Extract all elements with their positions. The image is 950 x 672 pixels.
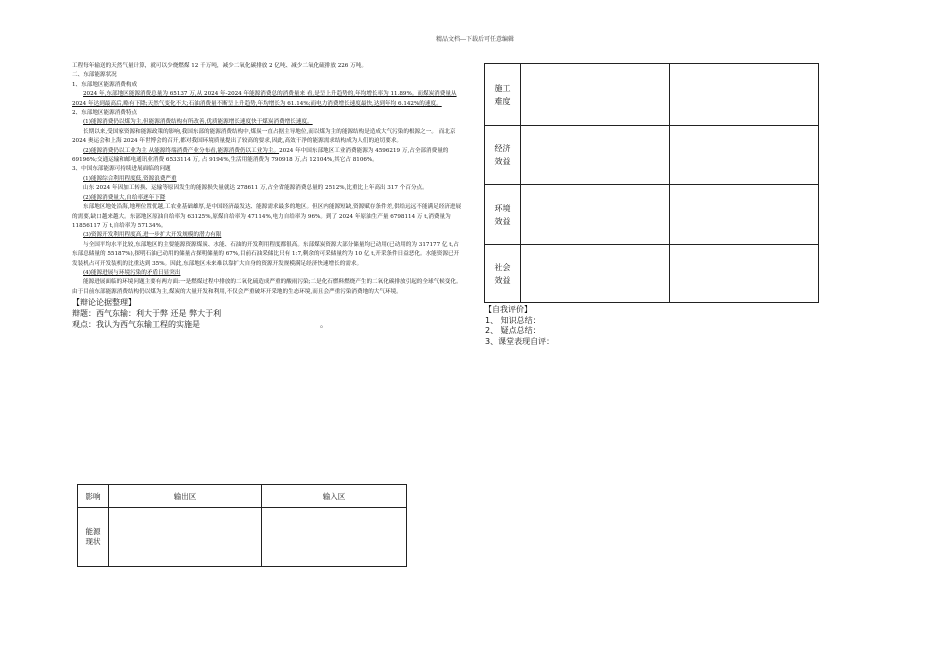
input-region-cell[interactable] [262,508,407,567]
self-evaluation [484,305,554,347]
economic-cell-output[interactable] [521,126,670,185]
article-paragraph: (2)能源消费量大,自给率逐年下降 [83,194,166,201]
viewpoint-end: 。 [320,320,328,330]
article-paragraph [72,147,464,166]
social-cell-input[interactable] [670,245,819,303]
environment-cell-output[interactable] [521,185,670,245]
energy-status-label-line2: 现状 [85,537,101,546]
debate-topic: 辩题：西气东输：利大于弊 还是 弊大于利 [72,309,222,319]
social-benefit-label: 社会 效益 [485,245,521,303]
environment-benefit-label: 环境 效益 [485,185,521,245]
benefit-row-social [485,245,819,303]
knowledge-summary: 1、 知识总结： [485,315,541,325]
benefit-row-environment [485,185,819,245]
benefit-row-construction [485,64,819,126]
input-region-header: 输入区 [262,485,407,508]
article-paragraphs [72,62,464,297]
article-paragraph: 二、东部能源状况 [72,72,117,79]
social-cell-output[interactable] [521,245,670,303]
article-paragraph: 3、中国东部能源可持续进展面临的问题 [72,166,171,173]
construction-cell-output[interactable] [521,64,670,126]
output-region-cell[interactable] [109,508,262,567]
article-paragraph: 东部地区地处沿海,地理位置优越,工农业基础雄厚,是中国经济最发达、能源需求最多的地区。但区内能源短缺,资源赋存条件差,供给远远不能满足经济进展的需要,缺口越来越大。东部地区原油自给率为 63125%,原煤自给率为 47114%,电力自给率为 96%。到了 2024 年原油生产量 6798114 万 t,消费量为 11856117 万 t,自给率为 57134%。 [72,204,462,229]
benefit-table [484,63,819,303]
article-paragraph: 能源进展面临的环境问题主要有两方面:一是燃煤过程中排放的二氧化硫造成严重的酸雨污染;二是化石燃料燃烧产生的二氧化碳排放引起的全球气候变化。由于目前东部能源消费结构仍以煤为主,煤炭的大量开发和利用,不仅会严重破坏开采地的生态环境,而且会严重污染消费地的大气环境。 [72,279,462,295]
article-paragraph: 山东 2024 年因加工转换、运输等原因发生的能源损失量就达 278611 万,占全省能源消费总量的 2512%,比重比上年高出 317 个百分点。 [83,185,428,192]
impact-table [77,484,407,567]
economic-cell-input[interactable] [670,126,819,185]
paragraph-underlined-lead: (2)能源消费仍以工业为主 从能源终端消费产业分布看,能源消费仍以工业为主。 [83,147,280,154]
article-body [72,62,464,330]
energy-status-label [78,508,109,567]
header-note: 精品文档---下载后可任意编辑 [435,36,515,43]
environment-cell-input[interactable] [670,185,819,245]
article-paragraph: (1)能源消费仍以煤为主,但能源消费结构有所改善,优质能源增长速度快于煤炭消费增长速度。 [83,119,313,126]
article-paragraph: 1、东部地区能源消费构成 [72,81,138,88]
paragraph-rest: 2024 年中国东部地区工业消费能源为 4596219 万,占全部消费量的 69196%;交通运输和邮电通讯业消费 6533114 万, 占 9194%,生活用能消费为 790918 万,占 12104%,其它占 8106%。 [72,147,449,164]
article-paragraph: 2024 年,东部地区能源消费总量为 65137 万,从 2024 年-2024 年能源消费总的消费量来 看,是呈上升趋势的,年均增长率为 11.89%。而煤炭消费量从 2024 年达到最高后,略有下降;天然气变化不大;石油消费量不断呈上升趋势,年均增长为 61.14%;而电力消费增长速度最快,达到年均 6.142%的速度。 [72,91,457,107]
debate-heading: 【辩论论据整理】 [72,298,136,308]
article-paragraph: (1)能源综合利用程度低,资源浪费严重 [83,175,177,182]
class-performance: 3、课堂表现自评： [485,336,555,346]
impact-table-row [78,508,407,567]
debate-viewpoint [72,319,464,330]
article-paragraph: 长期以来,受国家资源和能源政策的影响,我国东部的能源消费结构中,煤炭一直占据主导地位,而以煤为主的能源结构是造成大气污染的根源之一。 而北京 2024 奥运会和上海 2024 年世博会的召开,都对我国环境质量提出了较高的要求,因此,高效干净的能源需求结构成为人们的迫切要求。 [72,128,456,145]
self-eval-heading: 【自我评价】 [484,305,532,314]
article-paragraph: 工程每年输送的天然气量计算，就可以少烧燃煤 12 千万吨，减少二氧化碳排放 2 亿吨、减少二氧化硫排放 226 万吨。 [72,63,367,69]
doubt-summary: 2、 疑点总结： [485,326,541,335]
article-paragraph: (3)资源开发利用程度高,进一步扩大开发规模的潜力有限 [83,232,222,239]
viewpoint-text: 观点：我认为西气东输工程的实施是 [72,320,200,330]
construction-difficulty-label: 施工 难度 [485,64,521,126]
impact-table-header [78,485,407,508]
economic-benefit-label: 经济 效益 [485,126,521,185]
article-paragraph: (4)能源进展与环境污染的矛盾日显突出 [83,269,181,276]
article-paragraph: 2、东部地区能源消费特点 [72,110,138,117]
impact-col-header: 影响 [78,485,109,508]
output-region-header: 输出区 [109,485,262,508]
benefit-row-economic [485,126,819,185]
article-paragraph: 与全国平均水平比较,东部地区的主要能源资源煤炭、水能、石油的开发利用程度都很高。东部煤炭资源大部分储量均已动用(已动用的为 317177 亿 t,占东部总储量的 55187%),探明石油已动用的储量占探明储量的 67%,目前石油采储比只有 1:7,剩余的可采储量约为 10 亿 t,开采条件日益恶化。水能资源已开发装机占可开发装机的比重达到 35%。因此,东部地区未来难以靠扩大自身的资源开发规模满足经济快速增长的需求。 [72,241,460,267]
construction-cell-input[interactable] [670,64,819,126]
energy-status-label-line1: 能源 [85,527,101,536]
